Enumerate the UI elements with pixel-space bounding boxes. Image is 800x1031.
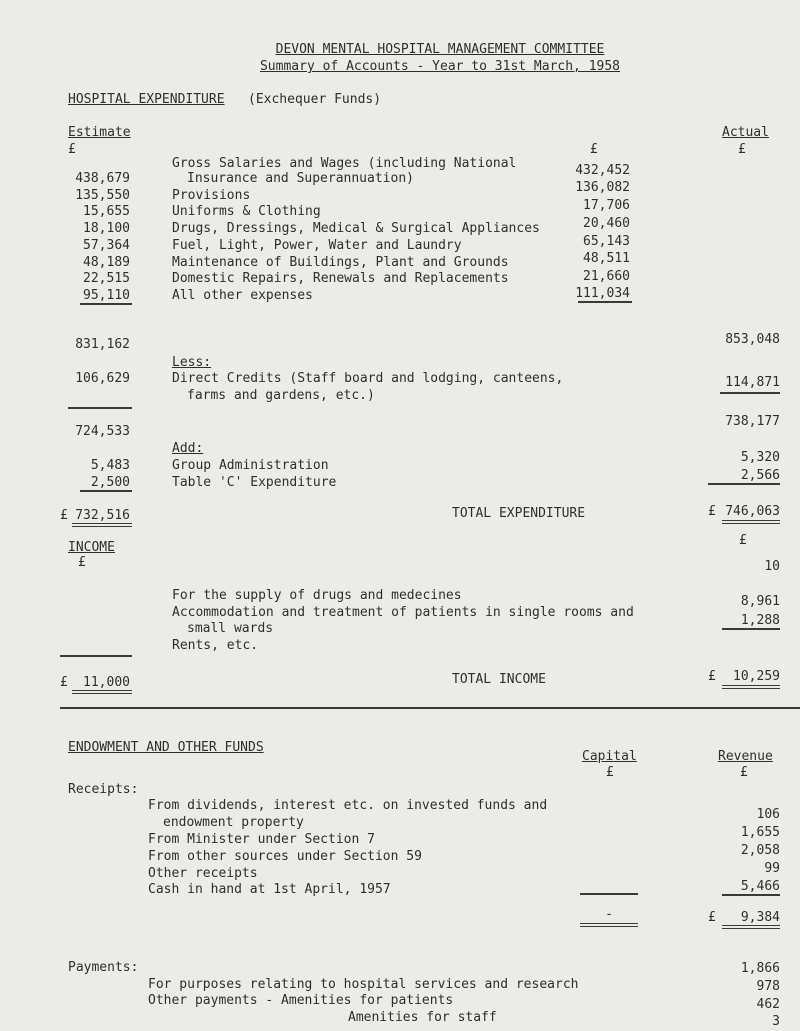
expense-label: Provisions [172,188,251,203]
expense-label: Domestic Repairs, Renewals and Replacements [172,271,509,286]
direct-credits-label-continued: farms and gardens, etc.) [187,388,375,403]
total-estimate-currency: £ [60,508,68,523]
receipts-capital-total: - [605,907,613,922]
rule [578,301,632,303]
credits-actual: 114,871 [725,375,780,390]
receipt-revenue: 106 [756,807,780,822]
payments-label: Payments: [68,960,139,975]
hospital-expenditure-heading: HOSPITAL EXPENDITURE [68,92,225,107]
expense-label: Uniforms & Clothing [172,204,321,219]
actual-currency: £ [738,142,746,157]
income-label: Rents, etc. [172,638,259,653]
expense-actual: 111,034 [575,286,630,301]
receipt-revenue: 2,058 [740,843,780,858]
revenue-column-header: Revenue [718,749,773,764]
estimate-column-header: Estimate [68,125,131,140]
expense-actual: 65,143 [583,234,630,249]
payment-label: Other payments - Amenities for patients [148,993,454,1008]
group-administration-estimate: 5,483 [90,458,130,473]
rule [722,628,780,630]
double-rule [72,690,132,694]
expense-estimate: 18,100 [83,221,130,236]
double-rule [722,685,780,689]
total-income-estimate-currency: £ [60,675,68,690]
gross-estimate: 831,162 [75,337,130,352]
payment-revenue: 1,866 [740,961,780,976]
group-administration-actual: 5,320 [740,450,780,465]
revenue-currency: £ [740,765,748,780]
income-label-continued: small wards [187,621,274,636]
rule [722,894,780,896]
capital-currency: £ [606,765,614,780]
expense-estimate: 48,189 [83,255,130,270]
income-actual-currency: £ [739,533,747,548]
endowment-heading: ENDOWMENT AND OTHER FUNDS [68,740,264,755]
rule [720,392,780,394]
double-rule [722,925,780,929]
receipt-revenue: 1,655 [740,825,780,840]
receipts-total-currency: £ [708,910,716,925]
rule [80,490,132,492]
payment-label: For purposes relating to hospital services and research [148,977,579,992]
payment-revenue: 3 [772,1014,780,1029]
expense-actual: 48,511 [583,251,630,266]
expense-estimate: 15,655 [83,204,130,219]
payment-revenue: 978 [756,979,780,994]
income-actual: 1,288 [740,613,780,628]
double-rule [722,520,780,524]
capital-column-header: Capital [582,749,637,764]
expense-actual: 17,706 [583,198,630,213]
receipt-label-continued: endowment property [163,815,304,830]
net-actual: 738,177 [725,414,780,429]
expense-label: Gross Salaries and Wages (including National [172,156,517,171]
income-actual: 8,961 [740,594,780,609]
receipt-revenue: 5,466 [740,879,780,894]
payment-label: Amenities for staff [348,1010,497,1025]
rule [708,483,780,485]
total-income-estimate: 11,000 [83,675,130,690]
add-label: Add: [172,441,204,456]
committee-title: DEVON MENTAL HOSPITAL MANAGEMENT COMMITTEE [275,42,605,57]
table-c-estimate: 2,500 [90,475,130,490]
summary-title: Summary of Accounts - Year to 31st March, 1958 [259,59,621,74]
payment-revenue: 462 [756,997,780,1012]
income-label: Accommodation and treatment of patients in single rooms and [172,605,634,620]
total-expenditure-estimate: 732,516 [75,508,130,523]
receipt-label: Other receipts [148,866,258,881]
receipt-label: From other sources under Section 59 [148,849,422,864]
receipts-label: Receipts: [68,782,139,797]
income-actual: 10 [764,559,780,574]
expense-label: Fuel, Light, Power, Water and Laundry [172,238,462,253]
total-expenditure-label: TOTAL EXPENDITURE [452,506,586,521]
group-administration-label: Group Administration [172,458,329,473]
expense-actual: 20,460 [583,216,630,231]
total-actual-currency: £ [708,504,716,519]
receipts-revenue-total: 9,384 [740,910,780,925]
income-label: For the supply of drugs and medecines [172,588,462,603]
total-income-actual: 10,259 [733,669,780,684]
total-expenditure-actual: 746,063 [725,504,780,519]
expense-estimate: 135,550 [75,188,130,203]
table-c-actual: 2,566 [740,468,780,483]
net-estimate: 724,533 [75,424,130,439]
expense-label: Maintenance of Buildings, Plant and Grounds [172,255,509,270]
expense-actual: 21,660 [583,269,630,284]
receipt-revenue: 99 [764,861,780,876]
expense-estimate: 95,110 [83,288,130,303]
expense-estimate: 22,515 [83,271,130,286]
credits-estimate: 106,629 [75,371,130,386]
expense-estimate: 438,679 [75,171,130,186]
less-label: Less: [172,355,212,370]
double-rule [580,923,638,927]
total-income-actual-currency: £ [708,669,716,684]
expense-label: All other expenses [172,288,313,303]
section-divider [60,707,800,709]
expense-label-continued: Insurance and Superannuation) [187,171,414,186]
rule [60,655,132,657]
income-heading: INCOME [68,540,115,555]
amount-currency: £ [590,142,598,157]
actual-column-header: Actual [722,125,769,140]
expense-estimate: 57,364 [83,238,130,253]
expense-actual: 136,082 [575,180,630,195]
table-c-label: Table 'C' Expenditure [172,475,337,490]
rule [80,303,132,305]
expense-actual: 432,452 [575,163,630,178]
gross-actual: 853,048 [725,332,780,347]
income-estimate-currency: £ [78,555,86,570]
receipt-label: Cash in hand at 1st April, 1957 [148,882,391,897]
receipt-label: From dividends, interest etc. on invested funds and [148,798,548,813]
rule [580,893,638,895]
double-rule [72,523,132,527]
estimate-currency: £ [68,142,76,157]
receipt-label: From Minister under Section 7 [148,832,375,847]
expense-label: Drugs, Dressings, Medical & Surgical Appliances [172,221,540,236]
total-income-label: TOTAL INCOME [452,672,546,687]
exchequer-funds-subheading: (Exchequer Funds) [248,92,382,107]
direct-credits-label: Direct Credits (Staff board and lodging, canteens, [172,371,564,386]
rule [68,407,132,409]
